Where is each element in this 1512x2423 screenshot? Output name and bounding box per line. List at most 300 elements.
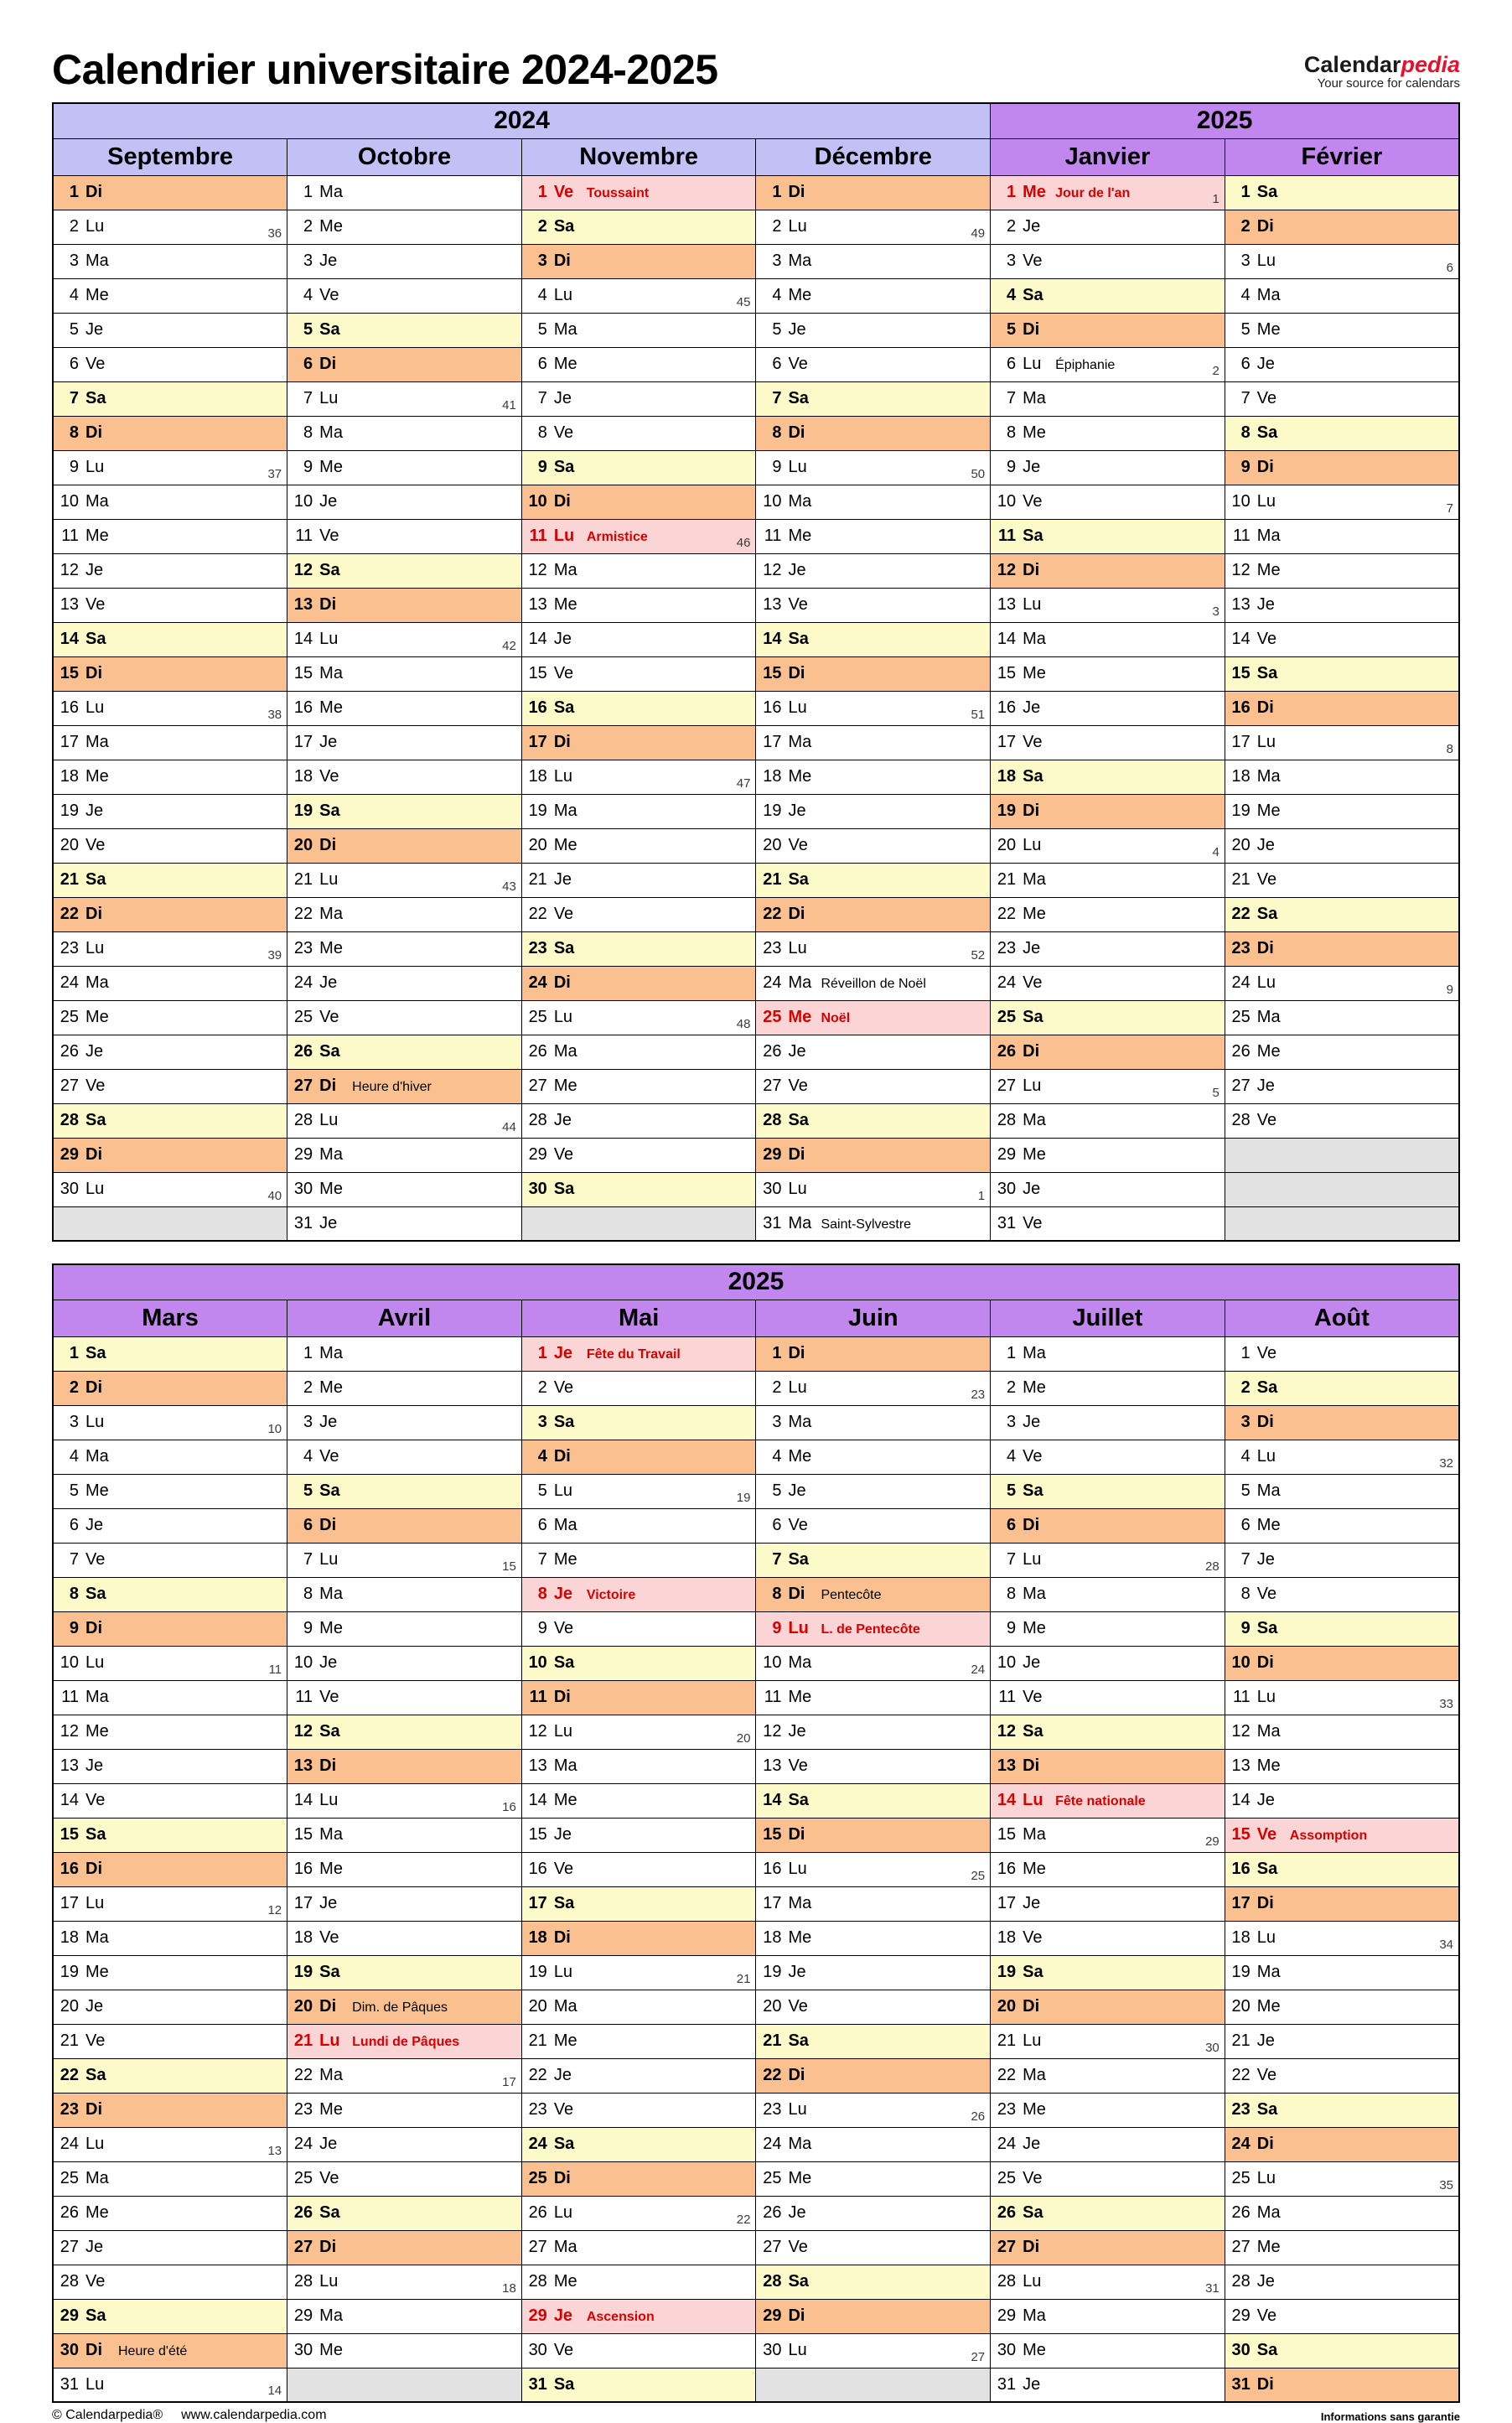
- day-cell[interactable]: [756, 2161, 991, 2196]
- day-cell[interactable]: [521, 2265, 756, 2299]
- day-cell[interactable]: [287, 1440, 522, 1474]
- day-cell[interactable]: [756, 1921, 991, 1955]
- day-cell[interactable]: [991, 2230, 1225, 2265]
- day-cell[interactable]: [991, 1749, 1225, 1783]
- day-cell[interactable]: [53, 1611, 287, 1646]
- day-cell[interactable]: [287, 1921, 522, 1955]
- day-cell[interactable]: [756, 553, 991, 588]
- day-cell[interactable]: [521, 2161, 756, 2196]
- day-cell[interactable]: [53, 519, 287, 553]
- day-cell[interactable]: [991, 278, 1225, 313]
- day-cell[interactable]: [521, 1611, 756, 1646]
- day-cell[interactable]: [287, 966, 522, 1000]
- day-cell[interactable]: [53, 1336, 287, 1371]
- day-cell[interactable]: [521, 519, 756, 553]
- day-cell[interactable]: [991, 760, 1225, 794]
- day-cell[interactable]: [287, 416, 522, 450]
- day-cell[interactable]: [53, 828, 287, 863]
- day-cell[interactable]: [1225, 1069, 1459, 1103]
- day-cell[interactable]: [53, 2265, 287, 2299]
- day-cell[interactable]: [1225, 1852, 1459, 1886]
- day-cell[interactable]: [521, 2196, 756, 2230]
- day-cell[interactable]: [756, 622, 991, 656]
- day-cell[interactable]: [521, 2058, 756, 2093]
- day-cell[interactable]: [521, 1646, 756, 1680]
- day-cell[interactable]: [991, 1336, 1225, 1371]
- day-cell[interactable]: [521, 1680, 756, 1715]
- day-cell[interactable]: [521, 1749, 756, 1783]
- day-cell[interactable]: [53, 1543, 287, 1577]
- day-cell[interactable]: [53, 1172, 287, 1206]
- day-cell[interactable]: [1225, 1646, 1459, 1680]
- day-cell[interactable]: [991, 2196, 1225, 2230]
- month-header-avril[interactable]: Avril: [287, 1300, 522, 1336]
- day-cell[interactable]: [521, 588, 756, 622]
- day-cell[interactable]: [756, 2024, 991, 2058]
- month-header-janvier[interactable]: Janvier: [991, 138, 1225, 175]
- day-cell[interactable]: [991, 1440, 1225, 1474]
- day-cell[interactable]: [991, 1886, 1225, 1921]
- day-cell[interactable]: [287, 1543, 522, 1577]
- day-cell[interactable]: [1225, 313, 1459, 347]
- day-cell[interactable]: [991, 2127, 1225, 2161]
- day-cell[interactable]: [756, 2058, 991, 2093]
- day-cell[interactable]: [1225, 1103, 1459, 1138]
- day-cell[interactable]: [1225, 863, 1459, 897]
- day-cell[interactable]: [756, 1680, 991, 1715]
- day-cell[interactable]: [287, 519, 522, 553]
- day-cell[interactable]: [53, 2127, 287, 2161]
- day-cell[interactable]: [991, 966, 1225, 1000]
- day-cell[interactable]: [53, 1955, 287, 1990]
- day-cell[interactable]: [521, 622, 756, 656]
- day-cell[interactable]: [53, 1508, 287, 1543]
- day-cell[interactable]: [1225, 1371, 1459, 1405]
- day-cell[interactable]: [1225, 725, 1459, 760]
- day-cell[interactable]: [287, 1680, 522, 1715]
- day-cell[interactable]: [991, 485, 1225, 519]
- day-cell[interactable]: [287, 622, 522, 656]
- day-cell[interactable]: [991, 588, 1225, 622]
- day-cell[interactable]: [521, 725, 756, 760]
- day-cell[interactable]: [756, 1955, 991, 1990]
- day-cell[interactable]: [1225, 1886, 1459, 1921]
- day-cell[interactable]: [991, 656, 1225, 691]
- day-cell[interactable]: [287, 1103, 522, 1138]
- day-cell[interactable]: [287, 2333, 522, 2368]
- day-cell[interactable]: [991, 1206, 1225, 1241]
- day-cell[interactable]: [521, 1138, 756, 1172]
- day-cell[interactable]: [991, 2024, 1225, 2058]
- day-cell[interactable]: [1225, 2127, 1459, 2161]
- day-cell[interactable]: [53, 1103, 287, 1138]
- day-cell[interactable]: [287, 313, 522, 347]
- day-cell[interactable]: [991, 1035, 1225, 1069]
- day-cell[interactable]: [53, 1138, 287, 1172]
- day-cell[interactable]: [53, 1646, 287, 1680]
- day-cell[interactable]: [287, 381, 522, 416]
- day-cell[interactable]: [53, 347, 287, 381]
- month-header-septembre[interactable]: Septembre: [53, 138, 287, 175]
- day-cell[interactable]: [521, 2127, 756, 2161]
- day-cell[interactable]: [991, 1000, 1225, 1035]
- day-cell[interactable]: [53, 1000, 287, 1035]
- day-cell[interactable]: [756, 1172, 991, 1206]
- day-cell[interactable]: [756, 1646, 991, 1680]
- day-cell[interactable]: [1225, 1336, 1459, 1371]
- day-cell[interactable]: [756, 1818, 991, 1852]
- day-cell[interactable]: [287, 2299, 522, 2333]
- day-cell[interactable]: [287, 1886, 522, 1921]
- day-cell[interactable]: [287, 1715, 522, 1749]
- day-cell[interactable]: [991, 1508, 1225, 1543]
- day-cell[interactable]: [521, 691, 756, 725]
- day-cell[interactable]: [756, 347, 991, 381]
- day-cell[interactable]: [53, 1680, 287, 1715]
- day-cell[interactable]: [991, 175, 1225, 210]
- day-cell[interactable]: [1225, 1921, 1459, 1955]
- day-cell[interactable]: [287, 863, 522, 897]
- day-cell[interactable]: [53, 1921, 287, 1955]
- day-cell[interactable]: [521, 656, 756, 691]
- day-cell[interactable]: [521, 2024, 756, 2058]
- day-cell[interactable]: [756, 450, 991, 485]
- day-cell[interactable]: [287, 244, 522, 278]
- day-cell[interactable]: [53, 588, 287, 622]
- day-cell[interactable]: [287, 1611, 522, 1646]
- day-cell[interactable]: [287, 553, 522, 588]
- day-cell[interactable]: [287, 347, 522, 381]
- month-header-août[interactable]: Août: [1225, 1300, 1459, 1336]
- day-cell[interactable]: [756, 1990, 991, 2024]
- day-cell[interactable]: [521, 760, 756, 794]
- day-cell[interactable]: [521, 347, 756, 381]
- day-cell[interactable]: [756, 588, 991, 622]
- day-cell[interactable]: [1225, 1955, 1459, 1990]
- day-cell[interactable]: [1225, 1611, 1459, 1646]
- day-cell[interactable]: [53, 2299, 287, 2333]
- day-cell[interactable]: [756, 2230, 991, 2265]
- month-header-mai[interactable]: Mai: [521, 1300, 756, 1336]
- day-cell[interactable]: [521, 1336, 756, 1371]
- day-cell[interactable]: [521, 1103, 756, 1138]
- day-cell[interactable]: [1225, 450, 1459, 485]
- day-cell[interactable]: [287, 278, 522, 313]
- day-cell[interactable]: [1225, 760, 1459, 794]
- day-cell[interactable]: [756, 1440, 991, 1474]
- day-cell[interactable]: [756, 1577, 991, 1611]
- day-cell[interactable]: [756, 863, 991, 897]
- month-header-juin[interactable]: Juin: [756, 1300, 991, 1336]
- day-cell[interactable]: [287, 725, 522, 760]
- day-cell[interactable]: [991, 897, 1225, 931]
- day-cell[interactable]: [521, 1000, 756, 1035]
- day-cell[interactable]: [53, 2196, 287, 2230]
- day-cell[interactable]: [756, 416, 991, 450]
- day-cell[interactable]: [287, 1371, 522, 1405]
- day-cell[interactable]: [521, 175, 756, 210]
- day-cell[interactable]: [53, 485, 287, 519]
- day-cell[interactable]: [53, 863, 287, 897]
- day-cell[interactable]: [991, 450, 1225, 485]
- day-cell[interactable]: [756, 1715, 991, 1749]
- day-cell[interactable]: [991, 244, 1225, 278]
- day-cell[interactable]: [756, 2299, 991, 2333]
- day-cell[interactable]: [991, 416, 1225, 450]
- day-cell[interactable]: [287, 2058, 522, 2093]
- day-cell[interactable]: [1225, 278, 1459, 313]
- day-cell[interactable]: [991, 1818, 1225, 1852]
- day-cell[interactable]: [53, 1405, 287, 1440]
- day-cell[interactable]: [756, 1206, 991, 1241]
- day-cell[interactable]: [53, 1886, 287, 1921]
- day-cell[interactable]: [991, 1955, 1225, 1990]
- day-cell[interactable]: [287, 1405, 522, 1440]
- day-cell[interactable]: [991, 1103, 1225, 1138]
- day-cell[interactable]: [287, 2161, 522, 2196]
- day-cell[interactable]: [287, 450, 522, 485]
- day-cell[interactable]: [287, 794, 522, 828]
- month-header-novembre[interactable]: Novembre: [521, 138, 756, 175]
- day-cell[interactable]: [1225, 966, 1459, 1000]
- day-cell[interactable]: [521, 966, 756, 1000]
- day-cell[interactable]: [1225, 553, 1459, 588]
- day-cell[interactable]: [287, 1035, 522, 1069]
- day-cell[interactable]: [1225, 656, 1459, 691]
- day-cell[interactable]: [1225, 1035, 1459, 1069]
- day-cell[interactable]: [521, 381, 756, 416]
- day-cell[interactable]: [521, 1172, 756, 1206]
- day-cell[interactable]: [287, 1138, 522, 1172]
- day-cell[interactable]: [756, 1138, 991, 1172]
- day-cell[interactable]: [53, 725, 287, 760]
- day-cell[interactable]: [521, 1783, 756, 1818]
- day-cell[interactable]: [756, 794, 991, 828]
- day-cell[interactable]: [991, 2265, 1225, 2299]
- day-cell[interactable]: [287, 1508, 522, 1543]
- day-cell[interactable]: [53, 2024, 287, 2058]
- day-cell[interactable]: [53, 313, 287, 347]
- day-cell[interactable]: [521, 1371, 756, 1405]
- day-cell[interactable]: [521, 1921, 756, 1955]
- day-cell[interactable]: [521, 416, 756, 450]
- day-cell[interactable]: [756, 519, 991, 553]
- day-cell[interactable]: [521, 1715, 756, 1749]
- day-cell[interactable]: [991, 2333, 1225, 2368]
- day-cell[interactable]: [991, 1611, 1225, 1646]
- day-cell[interactable]: [287, 656, 522, 691]
- day-cell[interactable]: [991, 863, 1225, 897]
- day-cell[interactable]: [1225, 381, 1459, 416]
- day-cell[interactable]: [53, 553, 287, 588]
- day-cell[interactable]: [1225, 2024, 1459, 2058]
- day-cell[interactable]: [53, 2368, 287, 2402]
- day-cell[interactable]: [991, 1543, 1225, 1577]
- day-cell[interactable]: [1225, 1749, 1459, 1783]
- day-cell[interactable]: [521, 1818, 756, 1852]
- day-cell[interactable]: [756, 1852, 991, 1886]
- day-cell[interactable]: [1225, 1783, 1459, 1818]
- day-cell[interactable]: [756, 931, 991, 966]
- month-header-juillet[interactable]: Juillet: [991, 1300, 1225, 1336]
- day-cell[interactable]: [53, 210, 287, 244]
- day-cell[interactable]: [991, 691, 1225, 725]
- day-cell[interactable]: [53, 1990, 287, 2024]
- day-cell[interactable]: [991, 2093, 1225, 2127]
- day-cell[interactable]: [1225, 1474, 1459, 1508]
- day-cell[interactable]: [756, 2333, 991, 2368]
- day-cell[interactable]: [756, 2196, 991, 2230]
- day-cell[interactable]: [756, 210, 991, 244]
- day-cell[interactable]: [53, 1577, 287, 1611]
- day-cell[interactable]: [521, 1955, 756, 1990]
- day-cell[interactable]: [1225, 347, 1459, 381]
- day-cell[interactable]: [991, 2299, 1225, 2333]
- day-cell[interactable]: [991, 2161, 1225, 2196]
- day-cell[interactable]: [521, 931, 756, 966]
- day-cell[interactable]: [287, 485, 522, 519]
- day-cell[interactable]: [991, 931, 1225, 966]
- day-cell[interactable]: [53, 416, 287, 450]
- day-cell[interactable]: [521, 313, 756, 347]
- day-cell[interactable]: [521, 2333, 756, 2368]
- day-cell[interactable]: [53, 244, 287, 278]
- day-cell[interactable]: [756, 1103, 991, 1138]
- day-cell[interactable]: [991, 622, 1225, 656]
- day-cell[interactable]: [756, 2127, 991, 2161]
- day-cell[interactable]: [991, 1990, 1225, 2024]
- day-cell[interactable]: [287, 1172, 522, 1206]
- day-cell[interactable]: [1225, 1990, 1459, 2024]
- day-cell[interactable]: [756, 725, 991, 760]
- day-cell[interactable]: [756, 828, 991, 863]
- day-cell[interactable]: [756, 1543, 991, 1577]
- day-cell[interactable]: [756, 1000, 991, 1035]
- day-cell[interactable]: [756, 278, 991, 313]
- day-cell[interactable]: [756, 1886, 991, 1921]
- day-cell[interactable]: [756, 1508, 991, 1543]
- day-cell[interactable]: [991, 1680, 1225, 1715]
- day-cell[interactable]: [521, 1852, 756, 1886]
- day-cell[interactable]: [756, 244, 991, 278]
- day-cell[interactable]: [53, 2333, 287, 2368]
- day-cell[interactable]: [521, 2230, 756, 2265]
- day-cell[interactable]: [53, 1035, 287, 1069]
- day-cell[interactable]: [991, 1577, 1225, 1611]
- day-cell[interactable]: [521, 828, 756, 863]
- day-cell[interactable]: [1225, 2299, 1459, 2333]
- day-cell[interactable]: [287, 1818, 522, 1852]
- day-cell[interactable]: [991, 1069, 1225, 1103]
- day-cell[interactable]: [991, 1474, 1225, 1508]
- day-cell[interactable]: [287, 588, 522, 622]
- day-cell[interactable]: [1225, 1577, 1459, 1611]
- day-cell[interactable]: [53, 1715, 287, 1749]
- day-cell[interactable]: [53, 794, 287, 828]
- day-cell[interactable]: [1225, 1543, 1459, 1577]
- day-cell[interactable]: [521, 897, 756, 931]
- day-cell[interactable]: [53, 1749, 287, 1783]
- day-cell[interactable]: [991, 1921, 1225, 1955]
- day-cell[interactable]: [287, 1783, 522, 1818]
- day-cell[interactable]: [756, 1035, 991, 1069]
- day-cell[interactable]: [521, 1990, 756, 2024]
- day-cell[interactable]: [287, 2024, 522, 2058]
- day-cell[interactable]: [53, 966, 287, 1000]
- day-cell[interactable]: [521, 1886, 756, 1921]
- day-cell[interactable]: [1225, 588, 1459, 622]
- day-cell[interactable]: [53, 1440, 287, 1474]
- day-cell[interactable]: [287, 1336, 522, 1371]
- day-cell[interactable]: [991, 725, 1225, 760]
- day-cell[interactable]: [1225, 210, 1459, 244]
- day-cell[interactable]: [991, 313, 1225, 347]
- day-cell[interactable]: [287, 2196, 522, 2230]
- day-cell[interactable]: [1225, 1818, 1459, 1852]
- day-cell[interactable]: [1225, 244, 1459, 278]
- day-cell[interactable]: [287, 1000, 522, 1035]
- day-cell[interactable]: [53, 1818, 287, 1852]
- day-cell[interactable]: [991, 2058, 1225, 2093]
- day-cell[interactable]: [521, 553, 756, 588]
- day-cell[interactable]: [521, 450, 756, 485]
- day-cell[interactable]: [53, 1371, 287, 1405]
- day-cell[interactable]: [53, 1069, 287, 1103]
- day-cell[interactable]: [53, 760, 287, 794]
- day-cell[interactable]: [53, 381, 287, 416]
- day-cell[interactable]: [287, 1206, 522, 1241]
- day-cell[interactable]: [756, 1069, 991, 1103]
- month-header-février[interactable]: Février: [1225, 138, 1459, 175]
- day-cell[interactable]: [991, 210, 1225, 244]
- day-cell[interactable]: [1225, 1405, 1459, 1440]
- day-cell[interactable]: [1225, 1680, 1459, 1715]
- day-cell[interactable]: [287, 931, 522, 966]
- day-cell[interactable]: [756, 313, 991, 347]
- day-cell[interactable]: [756, 760, 991, 794]
- day-cell[interactable]: [521, 2093, 756, 2127]
- day-cell[interactable]: [287, 2230, 522, 2265]
- day-cell[interactable]: [991, 828, 1225, 863]
- day-cell[interactable]: [287, 2093, 522, 2127]
- day-cell[interactable]: [991, 1715, 1225, 1749]
- day-cell[interactable]: [521, 1405, 756, 1440]
- day-cell[interactable]: [521, 1543, 756, 1577]
- day-cell[interactable]: [521, 1440, 756, 1474]
- day-cell[interactable]: [521, 1035, 756, 1069]
- day-cell[interactable]: [521, 1577, 756, 1611]
- day-cell[interactable]: [287, 175, 522, 210]
- day-cell[interactable]: [991, 1852, 1225, 1886]
- day-cell[interactable]: [287, 1069, 522, 1103]
- day-cell[interactable]: [53, 622, 287, 656]
- day-cell[interactable]: [1225, 485, 1459, 519]
- day-cell[interactable]: [287, 1852, 522, 1886]
- day-cell[interactable]: [756, 2093, 991, 2127]
- day-cell[interactable]: [756, 966, 991, 1000]
- month-header-octobre[interactable]: Octobre: [287, 138, 522, 175]
- day-cell[interactable]: [756, 2265, 991, 2299]
- day-cell[interactable]: [287, 2265, 522, 2299]
- day-cell[interactable]: [521, 244, 756, 278]
- day-cell[interactable]: [521, 210, 756, 244]
- day-cell[interactable]: [1225, 2058, 1459, 2093]
- day-cell[interactable]: [53, 897, 287, 931]
- day-cell[interactable]: [991, 1783, 1225, 1818]
- day-cell[interactable]: [53, 2093, 287, 2127]
- day-cell[interactable]: [53, 691, 287, 725]
- day-cell[interactable]: [991, 1405, 1225, 1440]
